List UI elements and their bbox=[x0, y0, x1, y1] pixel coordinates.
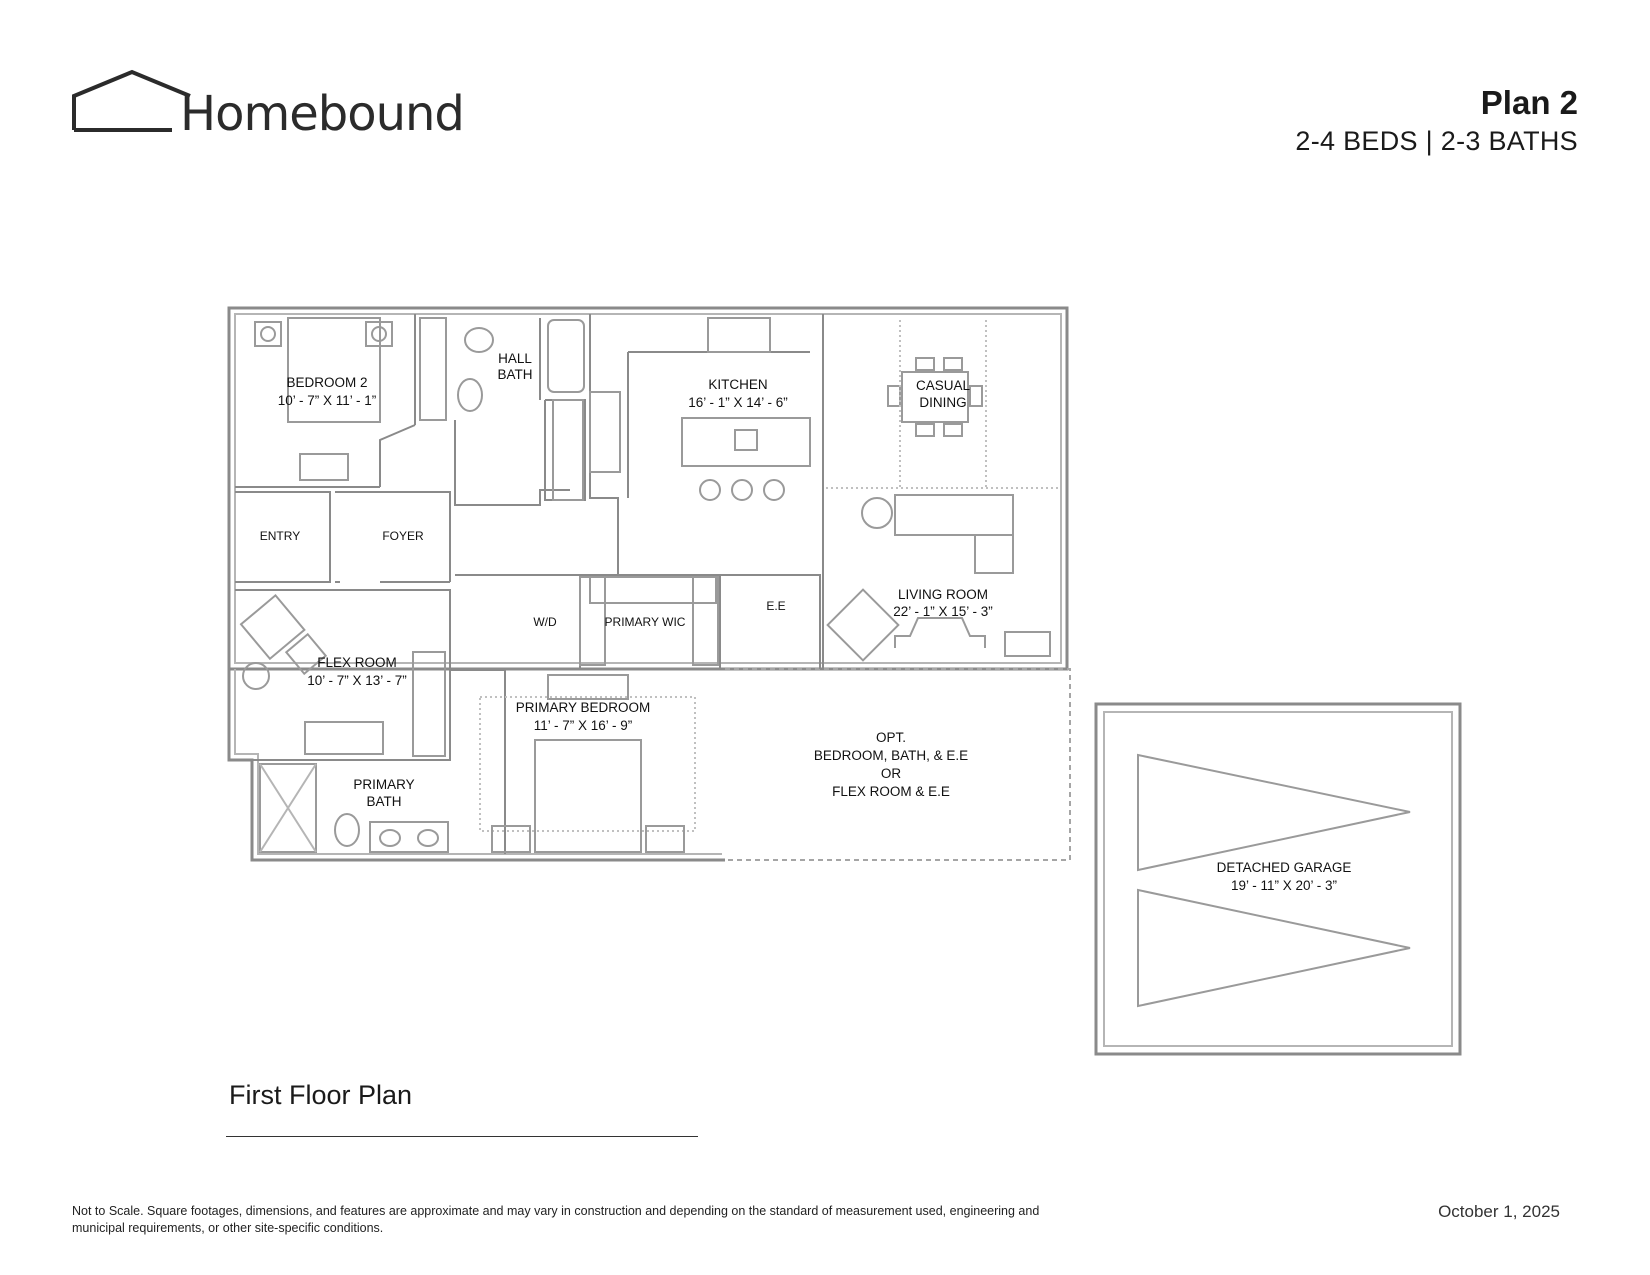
room-label-optional-4: FLEX ROOM & E.E bbox=[832, 784, 950, 799]
floor-plan-caption: First Floor Plan bbox=[229, 1080, 413, 1110]
room-label-primary-bath-1: PRIMARY bbox=[353, 777, 415, 792]
document-date: October 1, 2025 bbox=[1438, 1202, 1560, 1221]
room-dims-garage: 19’ - 11” X 20’ - 3” bbox=[1230, 878, 1338, 893]
plan-title: Plan 2 bbox=[1480, 84, 1578, 121]
room-label-ee: E.E bbox=[766, 599, 786, 613]
room-label-foyer: FOYER bbox=[382, 529, 424, 543]
room-dims-bedroom-2: 10’ - 7” X 11’ - 1” bbox=[277, 393, 377, 408]
room-dims-kitchen: 16’ - 1” X 14’ - 6” bbox=[688, 395, 788, 410]
plan-subtitle: 2-4 BEDS | 2-3 BATHS bbox=[1295, 126, 1578, 156]
room-label-entry: ENTRY bbox=[259, 529, 301, 543]
caption-divider bbox=[226, 1136, 698, 1137]
room-label-casual-dining-1: CASUAL bbox=[915, 378, 971, 393]
room-dims-living-room: 22’ - 1” X 15’ - 3” bbox=[893, 604, 993, 619]
room-dims-primary-bedroom: 11’ - 7” X 16’ - 9” bbox=[533, 718, 633, 733]
room-label-primary-bath-2: BATH bbox=[366, 794, 402, 809]
room-label-primary-wic: PRIMARY WIC bbox=[604, 615, 686, 629]
room-label-bedroom-2: BEDROOM 2 bbox=[286, 375, 368, 390]
room-label-optional-1: OPT. bbox=[875, 730, 907, 745]
room-label-hall-bath-1: HALL bbox=[498, 351, 532, 366]
room-label-flex-room: FLEX ROOM bbox=[317, 655, 397, 670]
room-label-kitchen: KITCHEN bbox=[708, 377, 768, 392]
disclaimer-text: Not to Scale. Square footages, dimensions, and features are approximate and may vary in construction and depending on the standard of measurement used, engineering and municipal requirements, or other site-specific conditions. bbox=[72, 1204, 1040, 1235]
room-label-primary-bedroom: PRIMARY BEDROOM bbox=[515, 700, 651, 715]
room-label-garage: DETACHED GARAGE bbox=[1216, 860, 1352, 875]
brand-name: Homebound bbox=[180, 86, 464, 142]
room-label-casual-dining-2: DINING bbox=[919, 395, 967, 410]
room-label-hall-bath-2: BATH bbox=[497, 367, 533, 382]
room-label-living-room: LIVING ROOM bbox=[897, 587, 989, 602]
room-label-optional-2: BEDROOM, BATH, & E.E bbox=[813, 748, 969, 763]
room-label-wd: W/D bbox=[533, 615, 557, 629]
room-dims-flex-room: 10’ - 7” X 13’ - 7” bbox=[307, 673, 407, 688]
room-label-optional-3: OR bbox=[880, 766, 902, 781]
